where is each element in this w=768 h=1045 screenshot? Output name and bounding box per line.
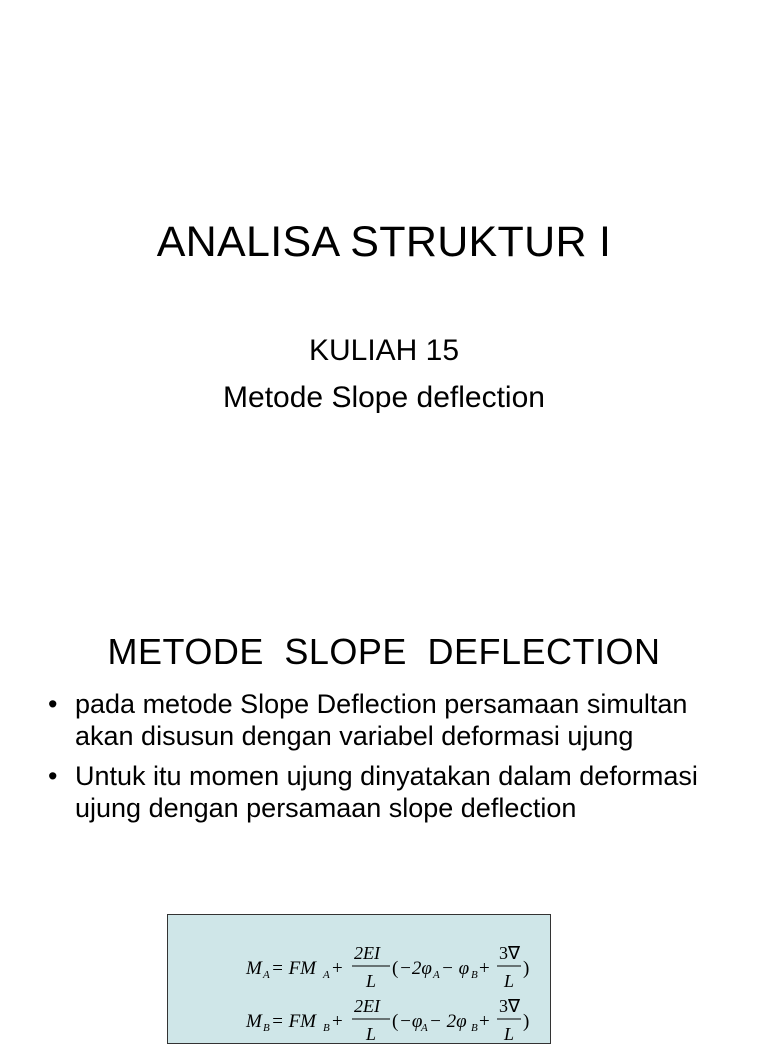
eq-fm-sub: B	[323, 1022, 330, 1034]
eq-frac2-den: L	[504, 1024, 515, 1044]
eq-plus: +	[332, 958, 343, 979]
eq-term1-sub: A	[421, 1022, 428, 1034]
formula-svg	[168, 915, 552, 1045]
equation-mb	[245, 996, 529, 1044]
eq-frac2-den: L	[504, 971, 515, 991]
eq-fm-sub: A	[323, 969, 330, 981]
eq-term2: − φ	[441, 958, 470, 979]
eq-paren-close: )	[523, 1011, 530, 1032]
eq-term1-sub: A	[433, 969, 440, 981]
bullet-text: Untuk itu momen ujung dinyatakan dalam deformasi ujung dengan persamaan slope deflection	[75, 761, 698, 823]
eq-plus2: +	[479, 1011, 490, 1032]
slide-title: ANALISA STRUKTUR I	[156, 218, 612, 266]
eq-term1: −φ	[399, 1011, 423, 1032]
eq-paren-open: (	[392, 958, 399, 979]
section-heading: METODE SLOPE DEFLECTION	[107, 631, 661, 672]
eq-frac-den: L	[366, 971, 377, 991]
eq-paren-close: )	[523, 958, 530, 979]
eq-lhs-sub: A	[263, 969, 270, 981]
eq-term2-sub: B	[471, 1022, 478, 1034]
bullet-icon: •	[48, 761, 58, 791]
eq-frac-den: L	[366, 1024, 377, 1044]
eq-term1: −2φ	[399, 958, 432, 979]
eq-lhs: M	[246, 1011, 262, 1032]
eq-frac2-num: 3∇	[499, 943, 521, 963]
eq-frac-num: 2EI	[354, 996, 380, 1016]
eq-plus: +	[332, 1011, 343, 1032]
bullet-icon: •	[48, 689, 58, 719]
eq-lhs: M	[246, 958, 262, 979]
bullet-list	[44, 688, 744, 832]
eq-fm: = FM	[271, 958, 317, 979]
eq-paren-open: (	[392, 1011, 399, 1032]
lecture-topic: Metode Slope deflection	[223, 381, 545, 414]
bullet-item	[44, 760, 744, 824]
eq-lhs-sub: B	[263, 1022, 270, 1034]
eq-frac2-num: 3∇	[499, 996, 521, 1016]
eq-term2: − 2φ	[429, 1011, 467, 1032]
bullet-text: pada metode Slope Deflection persamaan simultan akan disusun dengan variabel deformasi ujung	[75, 689, 688, 751]
eq-plus2: +	[479, 958, 490, 979]
formula-box	[167, 914, 551, 1044]
eq-frac-num: 2EI	[354, 943, 380, 963]
bullet-item	[44, 688, 744, 752]
eq-fm: = FM	[271, 1011, 317, 1032]
lecture-number: KULIAH 15	[308, 334, 460, 367]
equation-ma	[245, 943, 529, 991]
eq-term2-sub: B	[471, 969, 478, 981]
